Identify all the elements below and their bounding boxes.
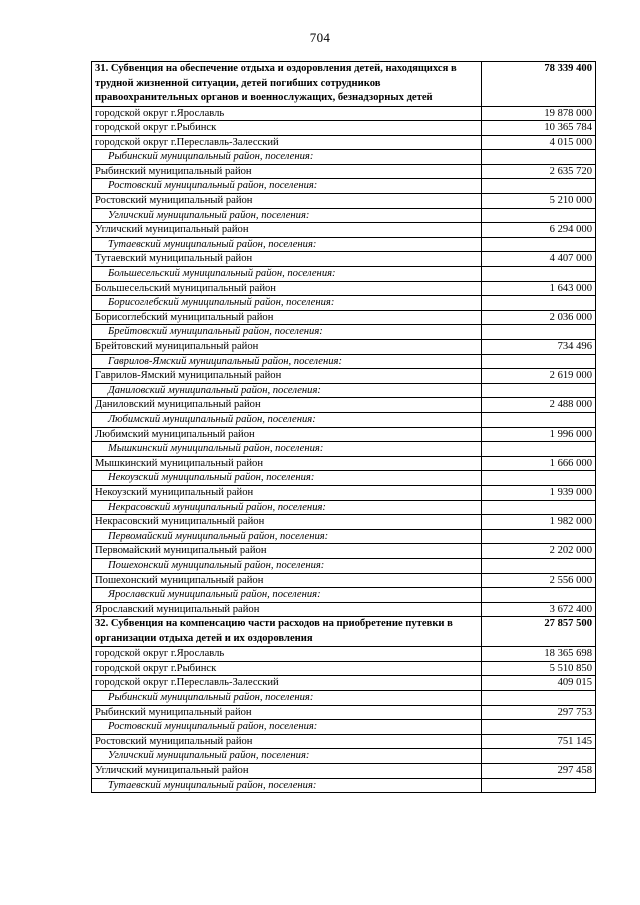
subgroup-label: Брейтовский муниципальный район, поселения: [92,325,482,340]
subgroup-row [92,267,596,282]
subgroup-row [92,412,596,427]
table-row [92,135,596,150]
amount-cell: 6 294 000 [482,223,596,238]
subgroup-row [92,208,596,223]
amount-cell [482,588,596,603]
table-row [92,223,596,238]
amount-cell: 18 365 698 [482,647,596,662]
amount-cell: 5 210 000 [482,194,596,209]
subgroup-label: Тутаевский муниципальный район, поселения: [92,778,482,793]
table-row [92,369,596,384]
amount-cell: 2 036 000 [482,310,596,325]
subgroup-row [92,558,596,573]
recipient-name: Борисоглебский муниципальный район [92,310,482,325]
subgroup-row [92,749,596,764]
table-row [92,121,596,136]
table-row [92,194,596,209]
amount-cell: 297 458 [482,764,596,779]
amount-cell [482,179,596,194]
recipient-name: Ярославский муниципальный район [92,602,482,617]
subgroup-row [92,691,596,706]
subgroup-row [92,471,596,486]
section-title: 32. Субвенция на компенсацию части расходов на приобретение путевки в организации отдыха детей и их оздоровления [92,617,482,647]
subgroup-label: Некрасовский муниципальный район, поселения: [92,500,482,515]
subgroup-label: Тутаевский муниципальный район, поселения: [92,237,482,252]
amount-cell: 2 202 000 [482,544,596,559]
amount-cell [482,150,596,165]
recipient-name: Тутаевский муниципальный район [92,252,482,267]
subvention-table [91,61,596,793]
amount-cell [482,237,596,252]
amount-cell: 1 666 000 [482,456,596,471]
table-row [92,647,596,662]
subgroup-row [92,237,596,252]
table-row [92,252,596,267]
section-heading-row [92,617,596,647]
amount-cell [482,296,596,311]
subgroup-row [92,150,596,165]
recipient-name: Рыбинский муниципальный район [92,705,482,720]
subgroup-label: Любимский муниципальный район, поселения: [92,412,482,427]
subgroup-label: Первомайский муниципальный район, поселения: [92,529,482,544]
subgroup-label: Ростовский муниципальный район, поселения: [92,179,482,194]
table-row [92,515,596,530]
recipient-name: Пошехонский муниципальный район [92,573,482,588]
recipient-name: городской округ г.Переславль-Залесский [92,676,482,691]
amount-cell [482,500,596,515]
recipient-name: Брейтовский муниципальный район [92,340,482,355]
subgroup-row [92,325,596,340]
subgroup-row [92,296,596,311]
recipient-name: городской округ г.Переславль-Залесский [92,135,482,150]
table-row [92,164,596,179]
subgroup-row [92,588,596,603]
amount-cell [482,354,596,369]
subgroup-row [92,442,596,457]
amount-cell [482,412,596,427]
recipient-name: Большесельский муниципальный район [92,281,482,296]
amount-cell: 1 643 000 [482,281,596,296]
section-heading-row [92,62,596,107]
amount-cell: 1 996 000 [482,427,596,442]
subgroup-label: Ростовский муниципальный район, поселения: [92,720,482,735]
table-row [92,310,596,325]
amount-cell [482,471,596,486]
amount-cell: 19 878 000 [482,106,596,121]
amount-cell: 4 407 000 [482,252,596,267]
subgroup-label: Даниловский муниципальный район, поселения: [92,383,482,398]
amount-cell [482,720,596,735]
recipient-name: Рыбинский муниципальный район [92,164,482,179]
subvention-table-body [92,62,596,793]
subgroup-row [92,529,596,544]
recipient-name: Ростовский муниципальный район [92,734,482,749]
amount-cell: 409 015 [482,676,596,691]
table-row [92,544,596,559]
recipient-name: Ростовский муниципальный район [92,194,482,209]
amount-cell: 2 619 000 [482,369,596,384]
subgroup-label: Рыбинский муниципальный район, поселения: [92,150,482,165]
recipient-name: Мышкинский муниципальный район [92,456,482,471]
table-row [92,661,596,676]
amount-cell: 3 672 400 [482,602,596,617]
subgroup-label: Мышкинский муниципальный район, поселения: [92,442,482,457]
subgroup-label: Рыбинский муниципальный район, поселения: [92,691,482,706]
subgroup-label: Угличский муниципальный район, поселения: [92,749,482,764]
page-number: 704 [309,30,331,45]
table-row [92,427,596,442]
table-row [92,602,596,617]
recipient-name: Первомайский муниципальный район [92,544,482,559]
amount-cell [482,267,596,282]
subgroup-label: Некоузский муниципальный район, поселения: [92,471,482,486]
table-row [92,764,596,779]
subgroup-row [92,500,596,515]
recipient-name: Даниловский муниципальный район [92,398,482,413]
subgroup-label: Борисоглебский муниципальный район, поселения: [92,296,482,311]
table-row [92,281,596,296]
table-row [92,398,596,413]
subgroup-row [92,354,596,369]
amount-cell [482,691,596,706]
subgroup-row [92,179,596,194]
table-row [92,705,596,720]
subgroup-row [92,383,596,398]
subgroup-label: Угличский муниципальный район, поселения: [92,208,482,223]
subgroup-label: Гаврилов-Ямский муниципальный район, поселения: [92,354,482,369]
amount-cell: 2 556 000 [482,573,596,588]
amount-cell: 297 753 [482,705,596,720]
amount-cell [482,325,596,340]
amount-cell: 2 488 000 [482,398,596,413]
amount-cell: 751 145 [482,734,596,749]
amount-cell [482,749,596,764]
section-total: 78 339 400 [482,62,596,107]
recipient-name: Некрасовский муниципальный район [92,515,482,530]
table-row [92,734,596,749]
subgroup-label: Пошехонский муниципальный район, поселения: [92,558,482,573]
section-title: 31. Субвенция на обеспечение отдыха и оздоровления детей, находящихся в трудной жизненной ситуации, детей погибших сотрудников правоохранительных органов и военнослужащих, безнадзорных детей [92,62,482,107]
recipient-name: городской округ г.Ярославль [92,106,482,121]
recipient-name: Угличский муниципальный район [92,764,482,779]
subgroup-row [92,778,596,793]
recipient-name: городской округ г.Рыбинск [92,121,482,136]
recipient-name: Гаврилов-Ямский муниципальный район [92,369,482,384]
table-row [92,676,596,691]
amount-cell [482,383,596,398]
subgroup-row [92,720,596,735]
amount-cell [482,529,596,544]
recipient-name: Угличский муниципальный район [92,223,482,238]
amount-cell: 1 939 000 [482,485,596,500]
amount-cell: 2 635 720 [482,164,596,179]
amount-cell [482,442,596,457]
table-row [92,573,596,588]
amount-cell: 734 496 [482,340,596,355]
amount-cell [482,558,596,573]
table-row [92,456,596,471]
recipient-name: Любимский муниципальный район [92,427,482,442]
recipient-name: Некоузский муниципальный район [92,485,482,500]
amount-cell: 1 982 000 [482,515,596,530]
amount-cell: 4 015 000 [482,135,596,150]
section-total: 27 857 500 [482,617,596,647]
amount-cell [482,208,596,223]
recipient-name: городской округ г.Рыбинск [92,661,482,676]
subgroup-label: Большесельский муниципальный район, поселения: [92,267,482,282]
amount-cell: 10 365 784 [482,121,596,136]
subgroup-label: Ярославский муниципальный район, поселения: [92,588,482,603]
amount-cell [482,778,596,793]
amount-cell: 5 510 850 [482,661,596,676]
table-row [92,106,596,121]
recipient-name: городской округ г.Ярославль [92,647,482,662]
table-row [92,485,596,500]
table-row [92,340,596,355]
